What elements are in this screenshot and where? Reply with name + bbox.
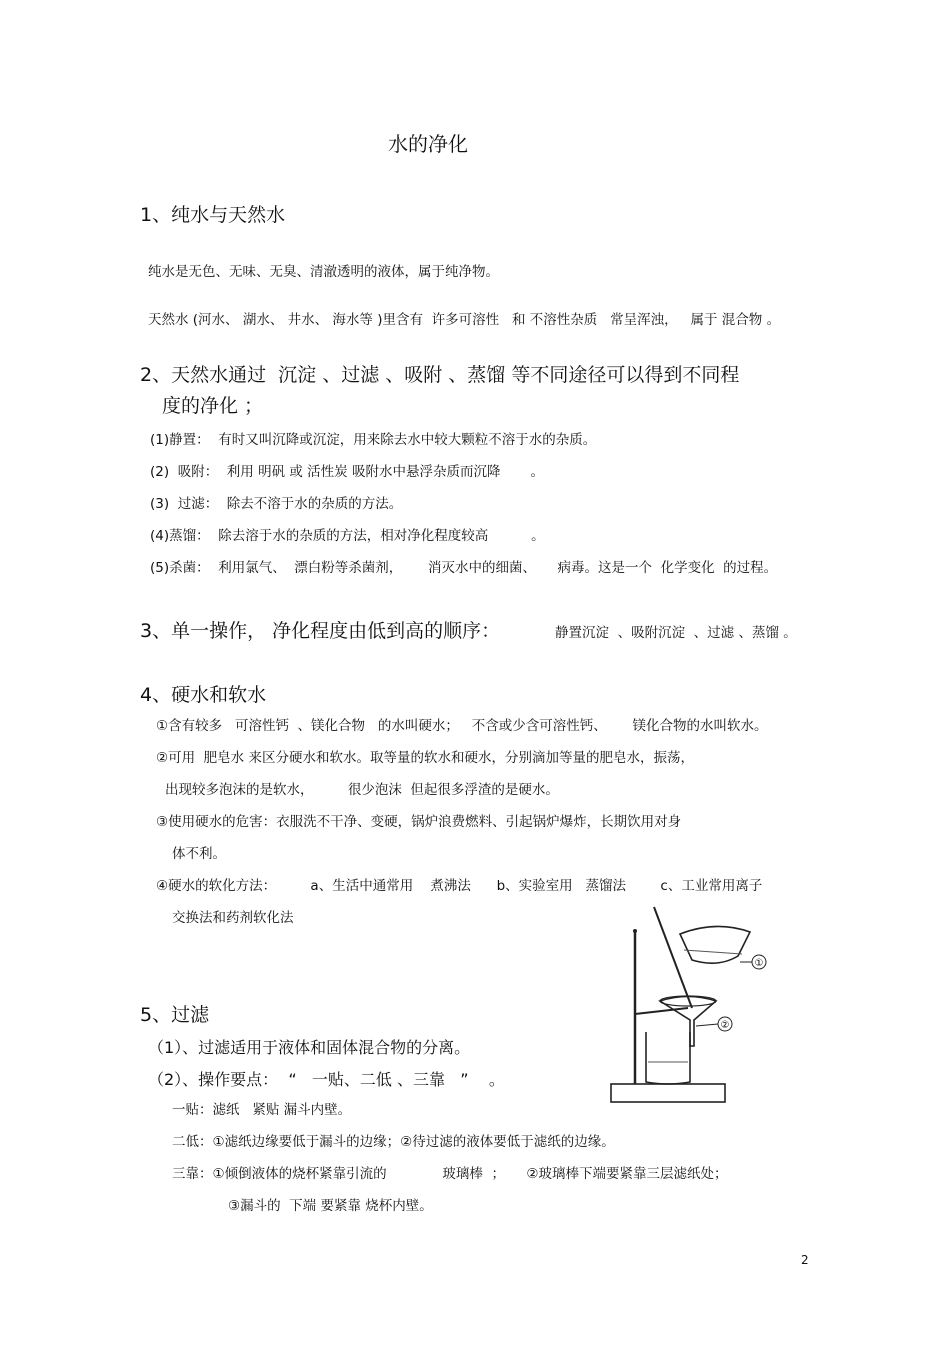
section-5-heading: 5、过滤	[140, 1004, 210, 1026]
section-2-item-3: (3) 过滤： 除去不溶于水的杂质的方法。	[150, 496, 403, 512]
funnel	[660, 997, 716, 1047]
stand-base	[611, 1084, 725, 1102]
section-2-heading-line-2: 度的净化 ；	[162, 395, 264, 417]
section-4-line-5: 体不利。	[172, 846, 226, 862]
section-5-line-1: 一贴：滤纸 紧贴 漏斗内壁。	[172, 1102, 352, 1118]
section-1-heading: 1、纯水与天然水	[140, 204, 286, 226]
section-4-line-2: ②可用 肥皂水 来区分硬水和软水。取等量的软水和硬水，分别滴加等量的肥皂水，振荡，	[156, 750, 694, 766]
label-2-text: ②	[720, 1020, 730, 1031]
section-4-line-4: ③使用硬水的危害：衣服洗不干净、变硬，锅炉浪费燃料、引起锅炉爆炸，长期饮用对身	[156, 814, 682, 830]
section-5-line-2: 二低：①滤纸边缘要低于漏斗的边缘；②待过滤的液体要低于滤纸的边缘。	[172, 1134, 615, 1150]
section-4-line-6: ④硬水的软化方法： a、生活中通常用 煮沸法 b、实验室用 蒸馏法 c、工业常用离子	[156, 878, 763, 894]
stand-rod-top	[633, 929, 637, 933]
section-5-line-4: ③漏斗的 下端 要紧靠 烧杯内壁。	[228, 1198, 433, 1214]
page-number: 2	[801, 1253, 809, 1267]
section-4-line-1: ①含有较多 可溶性钙 、镁化合物 的水叫硬水； 不含或少含可溶性钙、 镁化合物的水叫软水。	[156, 718, 768, 734]
beaker	[646, 1032, 690, 1084]
pouring-liquid	[684, 950, 742, 954]
pouring-beaker	[680, 926, 750, 963]
glass-rod	[654, 907, 692, 1008]
section-4-line-3: 出现较多泡沫的是软水， 很少泡沫 但起很多浮渣的是硬水。	[165, 782, 559, 798]
section-2-item-4: (4)蒸馏： 除去溶于水的杂质的方法，相对净化程度较高 。	[150, 528, 545, 544]
filtration-apparatus-figure	[608, 898, 774, 1114]
section-1-paragraph-2: 天然水 (河水、 湖水、 井水、 海水等 )里含有 许多可溶性 和 不溶性杂质 常呈浑浊， 属于 混合物 。	[148, 312, 781, 328]
label-2-leader	[696, 1024, 718, 1026]
section-2-item-5: (5)杀菌： 利用氯气、 漂白粉等杀菌剂， 消灭水中的细菌、 病毒。这是一个 化学变化 的过程。	[150, 560, 778, 576]
section-2-item-2: (2) 吸附： 利用 明矾 或 活性炭 吸附水中悬浮杂质而沉降 。	[150, 464, 544, 480]
section-4-heading: 4、硬水和软水	[140, 684, 267, 706]
section-3-answer: 静置沉淀 、吸附沉淀 、过滤 、蒸馏 。	[555, 625, 797, 641]
section-1-paragraph-1: 纯水是无色、无味、无臭、清澈透明的液体，属于纯净物。	[148, 264, 499, 280]
section-2-heading-line-1: 2、天然水通过 沉淀 、过滤 、吸附 、蒸馏 等不同途径可以得到不同程	[140, 364, 740, 386]
section-3-heading: 3、单一操作， 净化程度由低到高的顺序：	[140, 620, 501, 642]
section-4-line-7: 交换法和药剂软化法	[172, 910, 294, 926]
section-5-line-3: 三靠：①倾倒液体的烧杯紧靠引流的 玻璃棒 ； ②玻璃棒下端要紧靠三层滤纸处；	[172, 1166, 728, 1182]
section-2-item-1: (1)静置： 有时又叫沉降或沉淀，用来除去水中较大颗粒不溶于水的杂质。	[150, 432, 597, 448]
label-1-text: ①	[754, 958, 764, 969]
page-title: 水的净化	[388, 132, 468, 156]
section-5-sub-2: （2）、操作要点： “ 一贴、二低 、三靠 ” 。	[148, 1070, 505, 1089]
section-5-sub-1: （1）、过滤适用于液体和固体混合物的分离。	[148, 1038, 471, 1057]
